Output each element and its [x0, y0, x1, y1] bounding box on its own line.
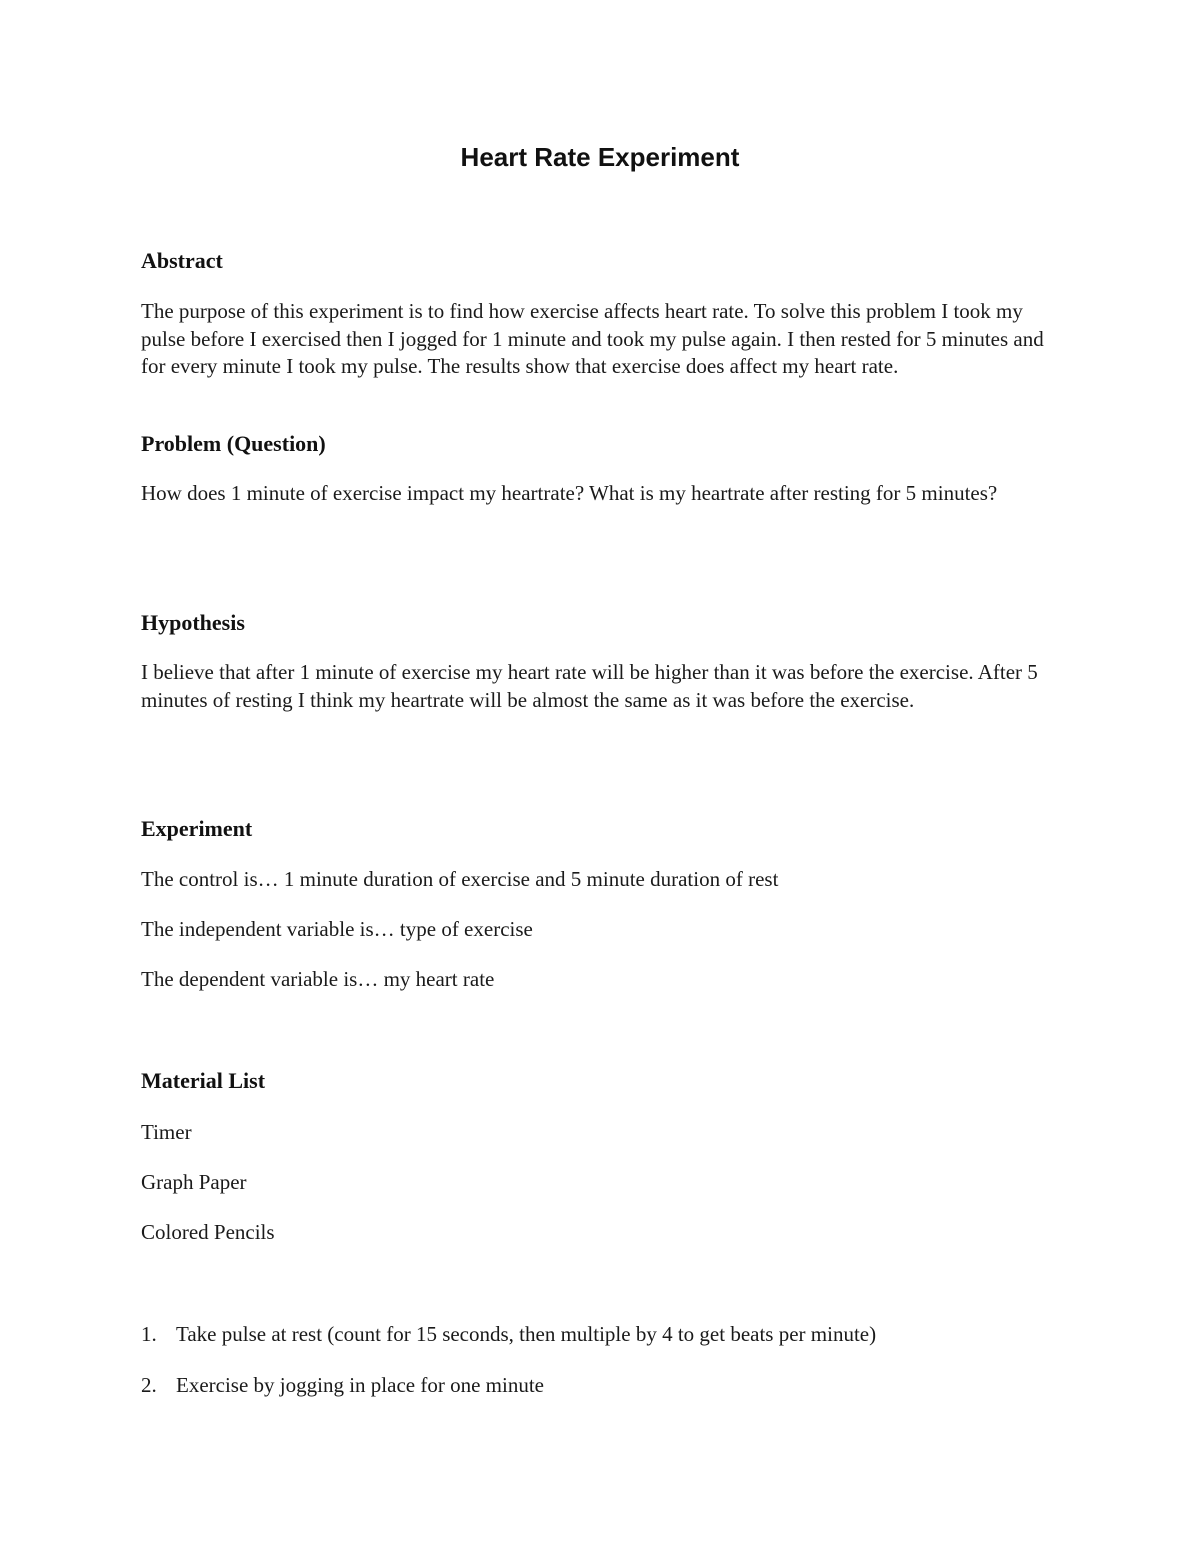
step-number: 1.: [141, 1322, 157, 1346]
experiment-control-line: The control is… 1 minute duration of exercise and 5 minute duration of rest: [141, 867, 779, 891]
material-item: Colored Pencils: [141, 1220, 275, 1244]
step-text: Exercise by jogging in place for one minute: [176, 1373, 544, 1397]
experiment-heading: Experiment: [141, 816, 253, 841]
step-number: 2.: [141, 1373, 157, 1397]
experiment-dependent-variable-line: The dependent variable is… my heart rate: [141, 967, 495, 991]
procedure-step: [141, 1371, 544, 1399]
material-item: Graph Paper: [141, 1170, 247, 1194]
step-text: Take pulse at rest (count for 15 seconds, then multiple by 4 to get beats per minute): [176, 1322, 877, 1346]
problem-text: How does 1 minute of exercise impact my heartrate? What is my heartrate after resting for 5 minutes?: [141, 481, 998, 505]
experiment-independent-variable-line: The independent variable is… type of exercise: [141, 917, 533, 941]
hypothesis-heading: Hypothesis: [141, 610, 245, 635]
material-list-heading: Material List: [141, 1068, 266, 1093]
procedure-step: [141, 1320, 876, 1348]
abstract-heading: Abstract: [141, 248, 223, 273]
hypothesis-text: I believe that after 1 minute of exercise my heart rate will be higher than it was before the exercise. After 5 minutes of resting I think my heartrate will be almost the same as it was before the exercise.: [141, 660, 1038, 712]
document-title: Heart Rate Experiment: [460, 142, 740, 172]
problem-heading: Problem (Question): [141, 431, 326, 456]
material-item: Timer: [141, 1120, 192, 1144]
abstract-text: The purpose of this experiment is to find how exercise affects heart rate. To solve this problem I took my pulse before I exercised then I jogged for 1 minute and took my pulse again. I then rested for 5 minutes and for every minute I took my pulse. The results show that exercise does affect my heart rate.: [141, 299, 1044, 378]
